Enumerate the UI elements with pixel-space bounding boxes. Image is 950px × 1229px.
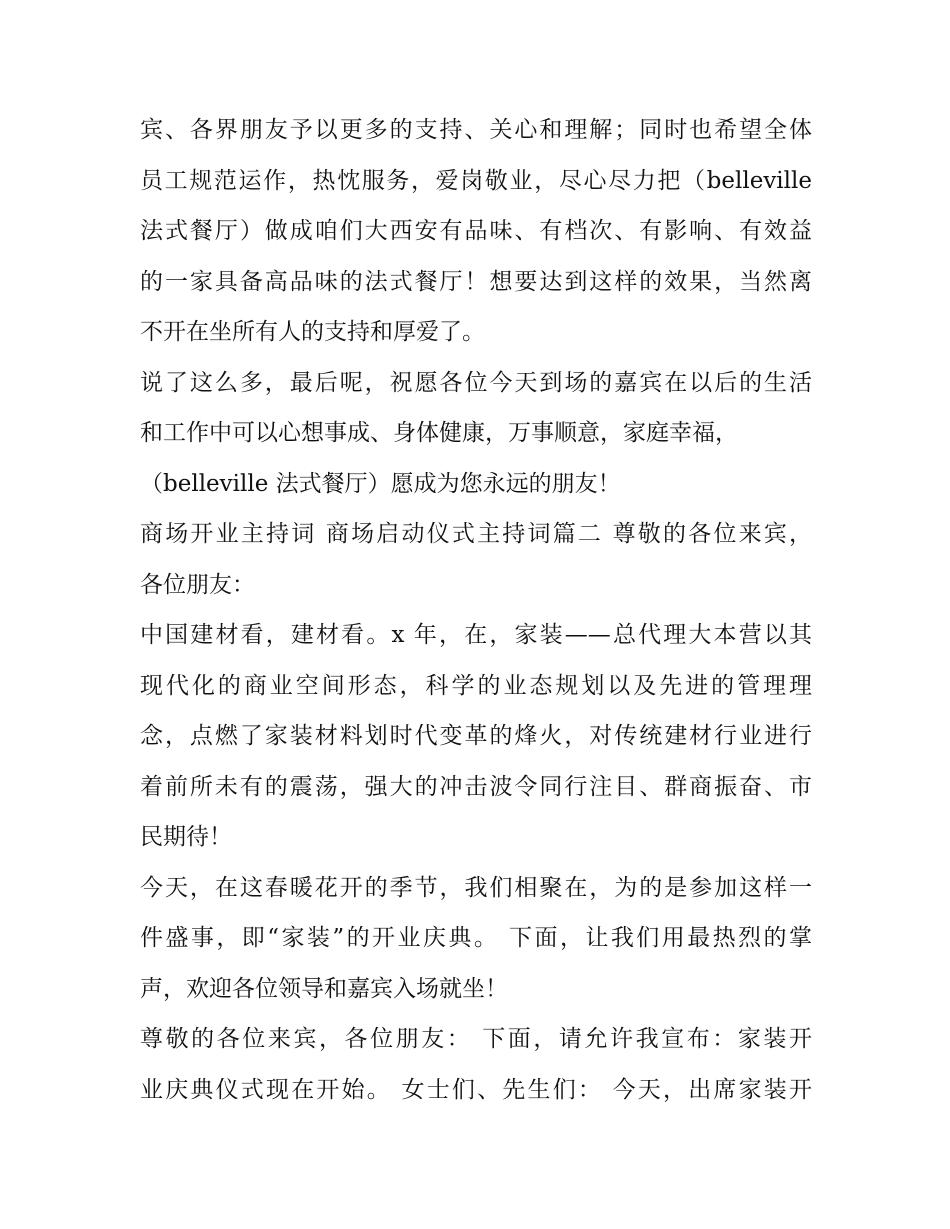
text-line: 声，欢迎各位领导和嘉宾入场就坐！ [140, 975, 508, 1002]
text-line: 各位朋友： [140, 571, 255, 598]
text-line: 今天，在这春暖花开的季节，我们相聚在，为的是参加这样一 [140, 874, 812, 901]
text-line: 不开在坐所有人的支持和厚爱了。 [140, 319, 485, 345]
text-line: 尊敬的各位来宾，各位朋友： 下面，请允许我宣布：家装开 [140, 1026, 812, 1052]
text-line: 件盛事，即“家装”的开业庆典。 下面，让我们用最热烈的掌 [140, 925, 812, 951]
text-line: 和工作中可以心想事成、身体健康，万事顺意，家庭幸福， [140, 420, 738, 446]
paragraph-restaurant-closing [140, 105, 812, 358]
document-body [140, 105, 812, 1115]
text-line: （belleville 法式餐厅）愿成为您永远的朋友！ [140, 470, 621, 497]
text-line: 中国建材看，建材看。x 年，在，家装——总代理大本营以其 [140, 622, 812, 648]
paragraph-announcement [140, 1014, 812, 1115]
text-line: 的一家具备高品味的法式餐厅！想要达到这样的效果，当然离 [140, 268, 812, 295]
text-line: 商场开业主持词 商场启动仪式主持词篇二 尊敬的各位来宾， [140, 521, 812, 547]
text-line: 现代化的商业空间形态，科学的业态规划以及先进的管理理 [140, 672, 812, 699]
text-line: 员工规范运作，热忱服务，爱岗敬业，尽心尽力把（belleville [140, 167, 812, 194]
paragraph-best-wishes [140, 358, 812, 510]
paragraph-section-heading [140, 509, 812, 610]
text-line: 业庆典仪式现在开始。 女士们、先生们： 今天，出席家装开 [140, 1076, 812, 1103]
paragraph-building-materials [140, 610, 812, 863]
text-line: 宾、各界朋友予以更多的支持、关心和理解；同时也希望全体 [140, 117, 812, 143]
text-line: 民期待！ [140, 824, 232, 850]
text-line: 着前所未有的震荡，强大的冲击波令同行注目、群商振奋、市 [140, 773, 812, 800]
paragraph-opening-ceremony [140, 863, 812, 1015]
text-line: 说了这么多，最后呢，祝愿各位今天到场的嘉宾在以后的生活 [140, 369, 812, 396]
text-line: 法式餐厅）做成咱们大西安有品味、有档次、有影响、有效益 [140, 218, 812, 244]
text-line: 念，点燃了家装材料划时代变革的烽火，对传统建材行业进行 [140, 723, 812, 749]
